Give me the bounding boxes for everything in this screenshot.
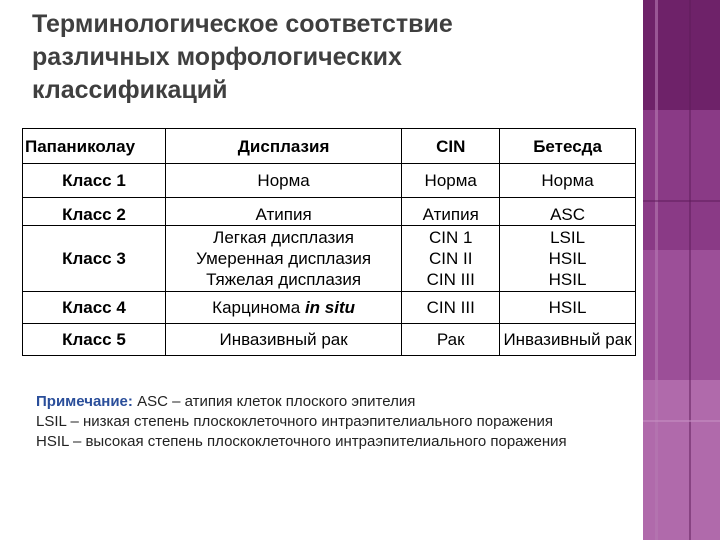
table-row (23, 292, 636, 324)
table-cell: Класс 3 (23, 226, 166, 292)
classification-table (22, 128, 636, 356)
table-cell: Рак (402, 324, 500, 356)
cell-italic-text: in situ (304, 298, 355, 317)
header-papanicolaou: Папаниколау (23, 129, 166, 164)
table-cell: Инвазивный рак (165, 324, 401, 356)
decorative-side-stripe (643, 0, 720, 540)
table-cell: HSIL (500, 292, 636, 324)
table-cell: CIN III (402, 292, 500, 324)
slide-title: Терминологическое соответствие различных морфологических классификаций (32, 10, 453, 104)
table-cell: Легкая дисплазия Умеренная дисплазия Тяжелая дисплазия (165, 226, 401, 292)
note-line-1 (36, 392, 616, 412)
stripe-edge (636, 0, 643, 540)
table-cell: Норма (165, 164, 401, 198)
table-cell: Инвазивный рак (503, 330, 632, 349)
note-line-2: LSIL – низкая степень плоскоклеточного интраэпителиального поражения (36, 413, 553, 430)
table-cell: Атипия (402, 198, 500, 226)
cell-text: Карцинома (212, 298, 301, 317)
table-cell: Норма (500, 164, 636, 198)
header-dysplasia: Дисплазия (165, 129, 401, 164)
note-text: ASC – атипия клеток плоского эпителия (137, 393, 416, 410)
table-cell: Класс 2 (23, 198, 166, 226)
table-cell: Класс 5 (23, 324, 166, 356)
note-line-3: HSIL – высокая степень плоскоклеточного интраэпителиального поражения (36, 433, 567, 450)
header-bethesda: Бетесда (500, 129, 636, 164)
table-cell: Класс 1 (23, 164, 166, 198)
table-row (23, 198, 636, 226)
table-cell: Норма (402, 164, 500, 198)
table-cell-carcinoma (165, 292, 401, 324)
table-cell: LSIL HSIL HSIL (500, 226, 636, 292)
table-row (23, 324, 636, 356)
table-cell: ASC (500, 198, 636, 226)
footnote (36, 392, 616, 452)
table-cell: Атипия (165, 198, 401, 226)
table-cell: Класс 4 (23, 292, 166, 324)
table-row (23, 164, 636, 198)
table-header-row (23, 129, 636, 164)
table-cell: CIN 1 CIN II CIN III (402, 226, 500, 292)
note-label: Примечание: (36, 393, 133, 410)
table-row (23, 226, 636, 292)
header-cin: CIN (402, 129, 500, 164)
